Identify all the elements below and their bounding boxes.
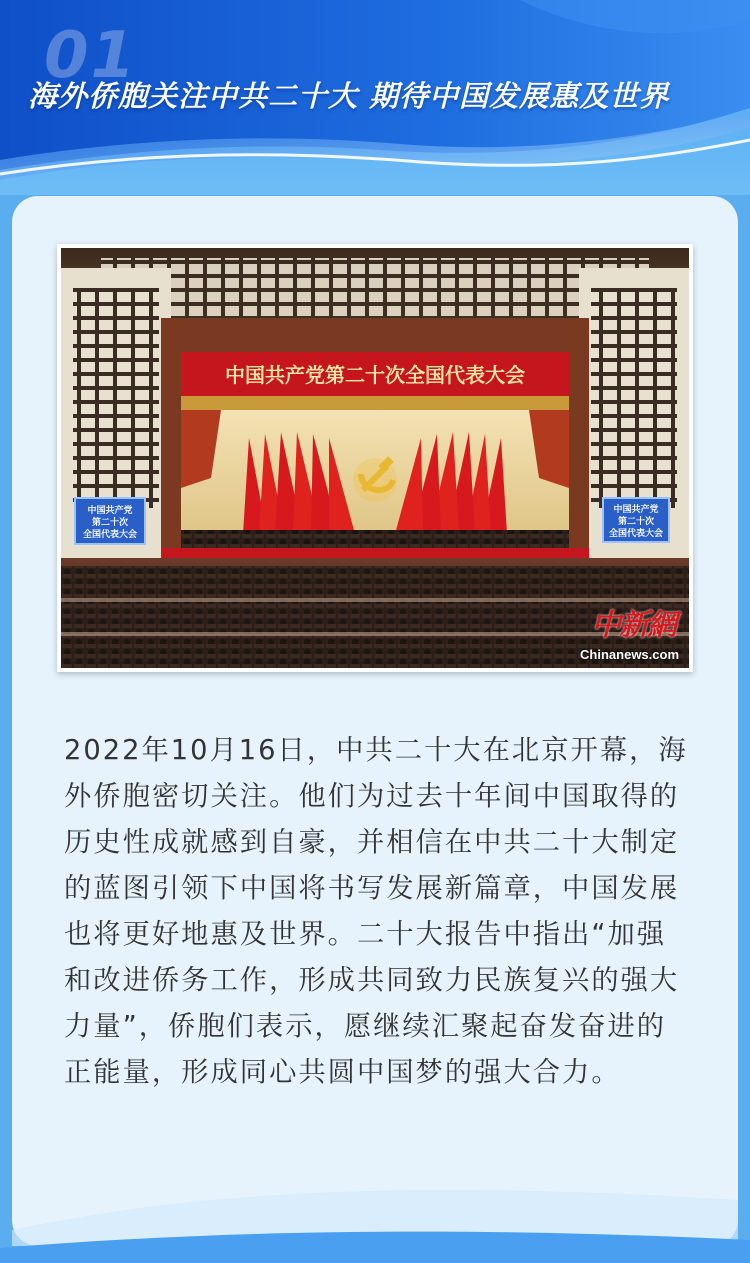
header [0, 0, 750, 195]
photo-frame [57, 244, 693, 672]
article-paragraph: 2022年10月16日，中共二十大在北京开幕，海外侨胞密切关注。他们为过去十年间中国取得的历史性成就感到自豪，并相信在中共二十大制定的蓝图引领下中国将书写发展新篇章，中国发展也将更好地惠及世界。二十大报告中指出“加强和改进侨务工作，形成共同致力民族复兴的强大力量”，侨胞们表示，愿继续汇聚起奋发奋进的正能量，形成同心共圆中国梦的强大合力。 [64, 735, 688, 1088]
side-screen-left [75, 498, 145, 544]
svg-text:第二十次: 第二十次 [91, 518, 129, 528]
watermark-url: Chinanews.com [580, 647, 679, 662]
svg-text:中国共产党: 中国共产党 [87, 506, 133, 516]
svg-text:第二十次: 第二十次 [617, 517, 655, 527]
svg-text:中国共产党: 中国共产党 [613, 505, 659, 515]
page-title: 海外侨胞关注中共二十大 期待中国发展惠及世界 [28, 79, 670, 113]
congress-hall-photo [61, 248, 689, 668]
watermark-logo: 中新網 [591, 608, 675, 643]
bottom-wave-decoration [0, 1170, 750, 1263]
section-number: 01 [44, 19, 138, 93]
banner-text: 中国共产党第二十次全国代表大会 [225, 363, 525, 387]
svg-text:全国代表大会: 全国代表大会 [82, 530, 138, 540]
svg-text:全国代表大会: 全国代表大会 [608, 529, 664, 539]
side-screen-right [603, 498, 669, 542]
